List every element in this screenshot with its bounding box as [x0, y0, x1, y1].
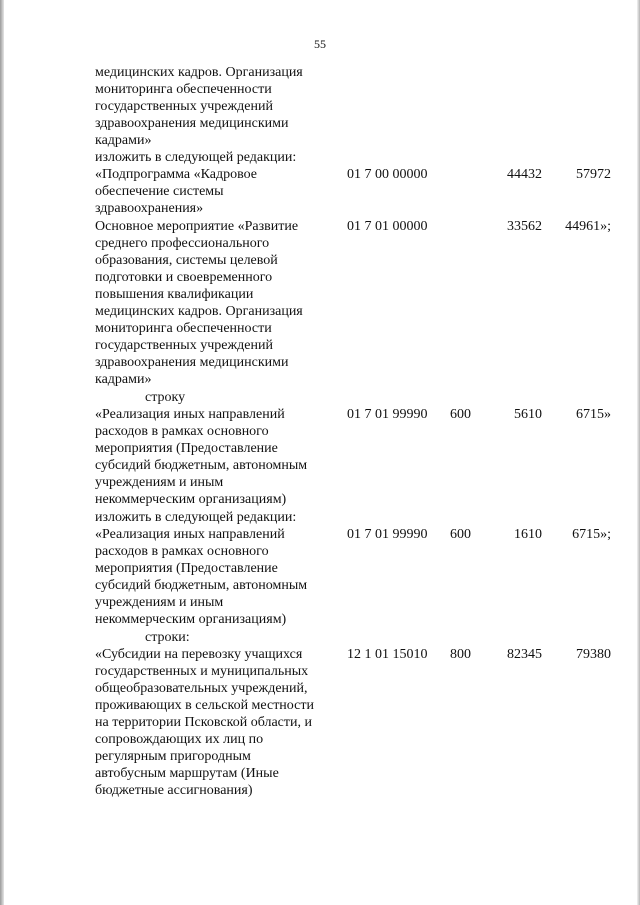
description-line: мероприятия (Предоставление [95, 561, 278, 576]
row-keyword: строки: [145, 630, 190, 645]
amount-year-2: 44961»; [565, 219, 611, 234]
description-line: субсидий бюджетным, автономным [95, 578, 308, 593]
description-line: государственных учреждений [95, 99, 273, 114]
description-line: среднего профессионального [95, 236, 270, 251]
budget-code: 01 7 01 00000 [347, 219, 428, 234]
budget-code: 01 7 01 99990 [347, 407, 428, 422]
amount-year-2: 57972 [576, 167, 611, 182]
description-line: проживающих в сельской местности [95, 698, 314, 713]
description-line: кадрами» [95, 372, 152, 387]
expense-type: 600 [450, 407, 471, 422]
row-keyword: строку [145, 390, 186, 405]
description-line: бюджетные ассигнования) [95, 783, 253, 798]
description-line: «Реализация иных направлений [95, 407, 285, 422]
description-line: некоммерческим организациям) [95, 492, 287, 507]
description-line: расходов в рамках основного [95, 424, 269, 439]
description-line: учреждениям и иным [95, 595, 224, 610]
description-line: кадрами» [95, 133, 152, 148]
description-line: регулярным пригородным [95, 749, 251, 764]
description-line: изложить в следующей редакции: [95, 510, 297, 525]
description-line: мониторинга обеспеченности [95, 321, 272, 336]
description-line: «Реализация иных направлений [95, 527, 285, 542]
description-line: расходов в рамках основного [95, 544, 269, 559]
row-description [95, 509, 340, 526]
amount-year-1: 44432 [507, 167, 542, 182]
description-line: субсидий бюджетным, автономным [95, 458, 308, 473]
description-line: мероприятия (Предоставление [95, 441, 278, 456]
description-line: «Подпрограмма «Кадровое [95, 167, 258, 182]
description-line: сопровождающих их лиц по [95, 732, 264, 747]
row-description [95, 64, 340, 149]
row-description [95, 406, 340, 508]
expense-type: 600 [450, 527, 471, 542]
description-line: здравоохранения» [95, 201, 204, 216]
budget-code: 01 7 00 00000 [347, 167, 428, 182]
expense-type: 800 [450, 647, 471, 662]
description-line: изложить в следующей редакции: [95, 150, 297, 165]
description-line: государственных учреждений [95, 338, 273, 353]
description-line: подготовки и своевременного [95, 270, 273, 285]
description-line: повышения квалификации [95, 287, 254, 302]
amount-year-1: 1610 [514, 527, 542, 542]
description-line: медицинских кадров. Организация [95, 65, 303, 80]
description-line: «Субсидии на перевозку учащихся [95, 647, 303, 662]
row-description [95, 646, 340, 799]
description-line: обеспечение системы [95, 184, 224, 199]
amount-year-1: 33562 [507, 219, 542, 234]
row-description [95, 149, 340, 166]
description-line: мониторинга обеспеченности [95, 82, 272, 97]
description-line: образования, системы целевой [95, 253, 278, 268]
description-line: общеобразовательных учреждений, [95, 681, 308, 696]
row-description [95, 218, 340, 388]
description-line: учреждениям и иным [95, 475, 224, 490]
description-line: некоммерческим организациям) [95, 612, 287, 627]
description-line: Основное мероприятие «Развитие [95, 219, 299, 234]
budget-code: 12 1 01 15010 [347, 647, 428, 662]
description-line: здравоохранения медицинскими [95, 116, 289, 131]
row-description [95, 526, 340, 628]
description-line: на территории Псковской области, и [95, 715, 312, 730]
page-number: 55 [314, 37, 326, 51]
amount-year-2: 6715» [576, 407, 611, 422]
description-line: автобусным маршрутам (Иные [95, 766, 279, 781]
amount-year-2: 79380 [576, 647, 611, 662]
amount-year-1: 5610 [514, 407, 542, 422]
description-line: медицинских кадров. Организация [95, 304, 303, 319]
description-line: государственных и муниципальных [95, 664, 309, 679]
row-description [95, 166, 340, 217]
amount-year-1: 82345 [507, 647, 542, 662]
budget-code: 01 7 01 99990 [347, 527, 428, 542]
amount-year-2: 6715»; [572, 527, 611, 542]
description-line: здравоохранения медицинскими [95, 355, 289, 370]
